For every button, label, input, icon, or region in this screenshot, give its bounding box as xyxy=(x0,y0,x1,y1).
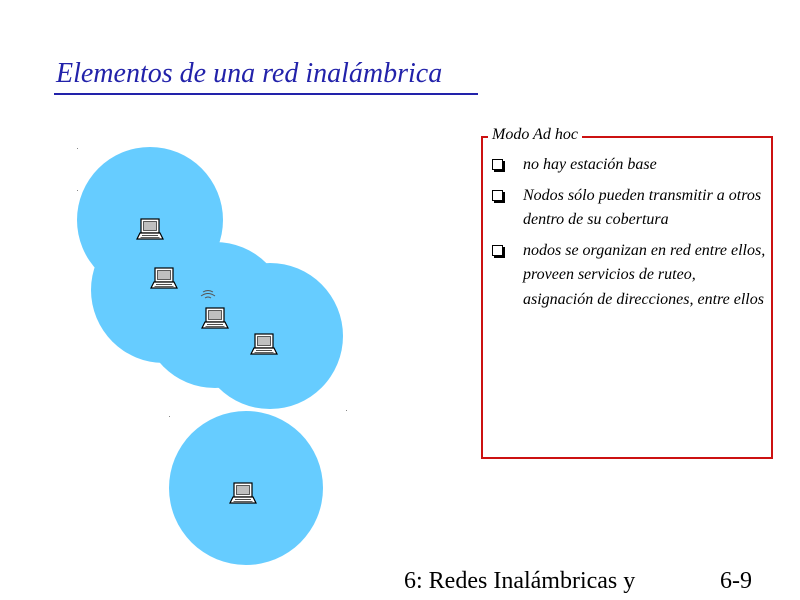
corner-mark xyxy=(346,410,347,411)
laptop-icon xyxy=(137,219,163,239)
bullet-text: Nodos sólo pueden transmitir a otros dentro de su cobertura xyxy=(523,186,762,228)
laptop-icon xyxy=(202,308,228,328)
page-number: 6-9 xyxy=(720,568,752,594)
slide-title: Elementos de una red inalámbrica xyxy=(56,58,443,89)
corner-mark xyxy=(77,190,78,191)
checkbox-bullet-icon xyxy=(492,159,503,170)
bullet-item xyxy=(490,184,766,233)
bullet-list xyxy=(490,153,766,318)
bullet-item xyxy=(490,239,766,313)
checkbox-bullet-icon xyxy=(492,245,503,256)
checkbox-bullet-icon xyxy=(492,190,503,201)
bullet-text: nodos se organizan en red entre ellos, proveen servicios de ruteo, asignación de direcciones, entre ellos xyxy=(523,241,766,308)
bullet-item xyxy=(490,153,766,178)
bullet-text: no hay estación base xyxy=(523,156,657,173)
laptop-icon xyxy=(230,483,256,503)
corner-mark xyxy=(77,148,78,149)
corner-mark xyxy=(169,416,170,417)
panel-legend: Modo Ad hoc xyxy=(488,124,582,146)
laptop-icon xyxy=(251,334,277,354)
laptop-icon xyxy=(151,268,177,288)
slide-footer: 6: Redes Inalámbricas y xyxy=(404,568,636,594)
